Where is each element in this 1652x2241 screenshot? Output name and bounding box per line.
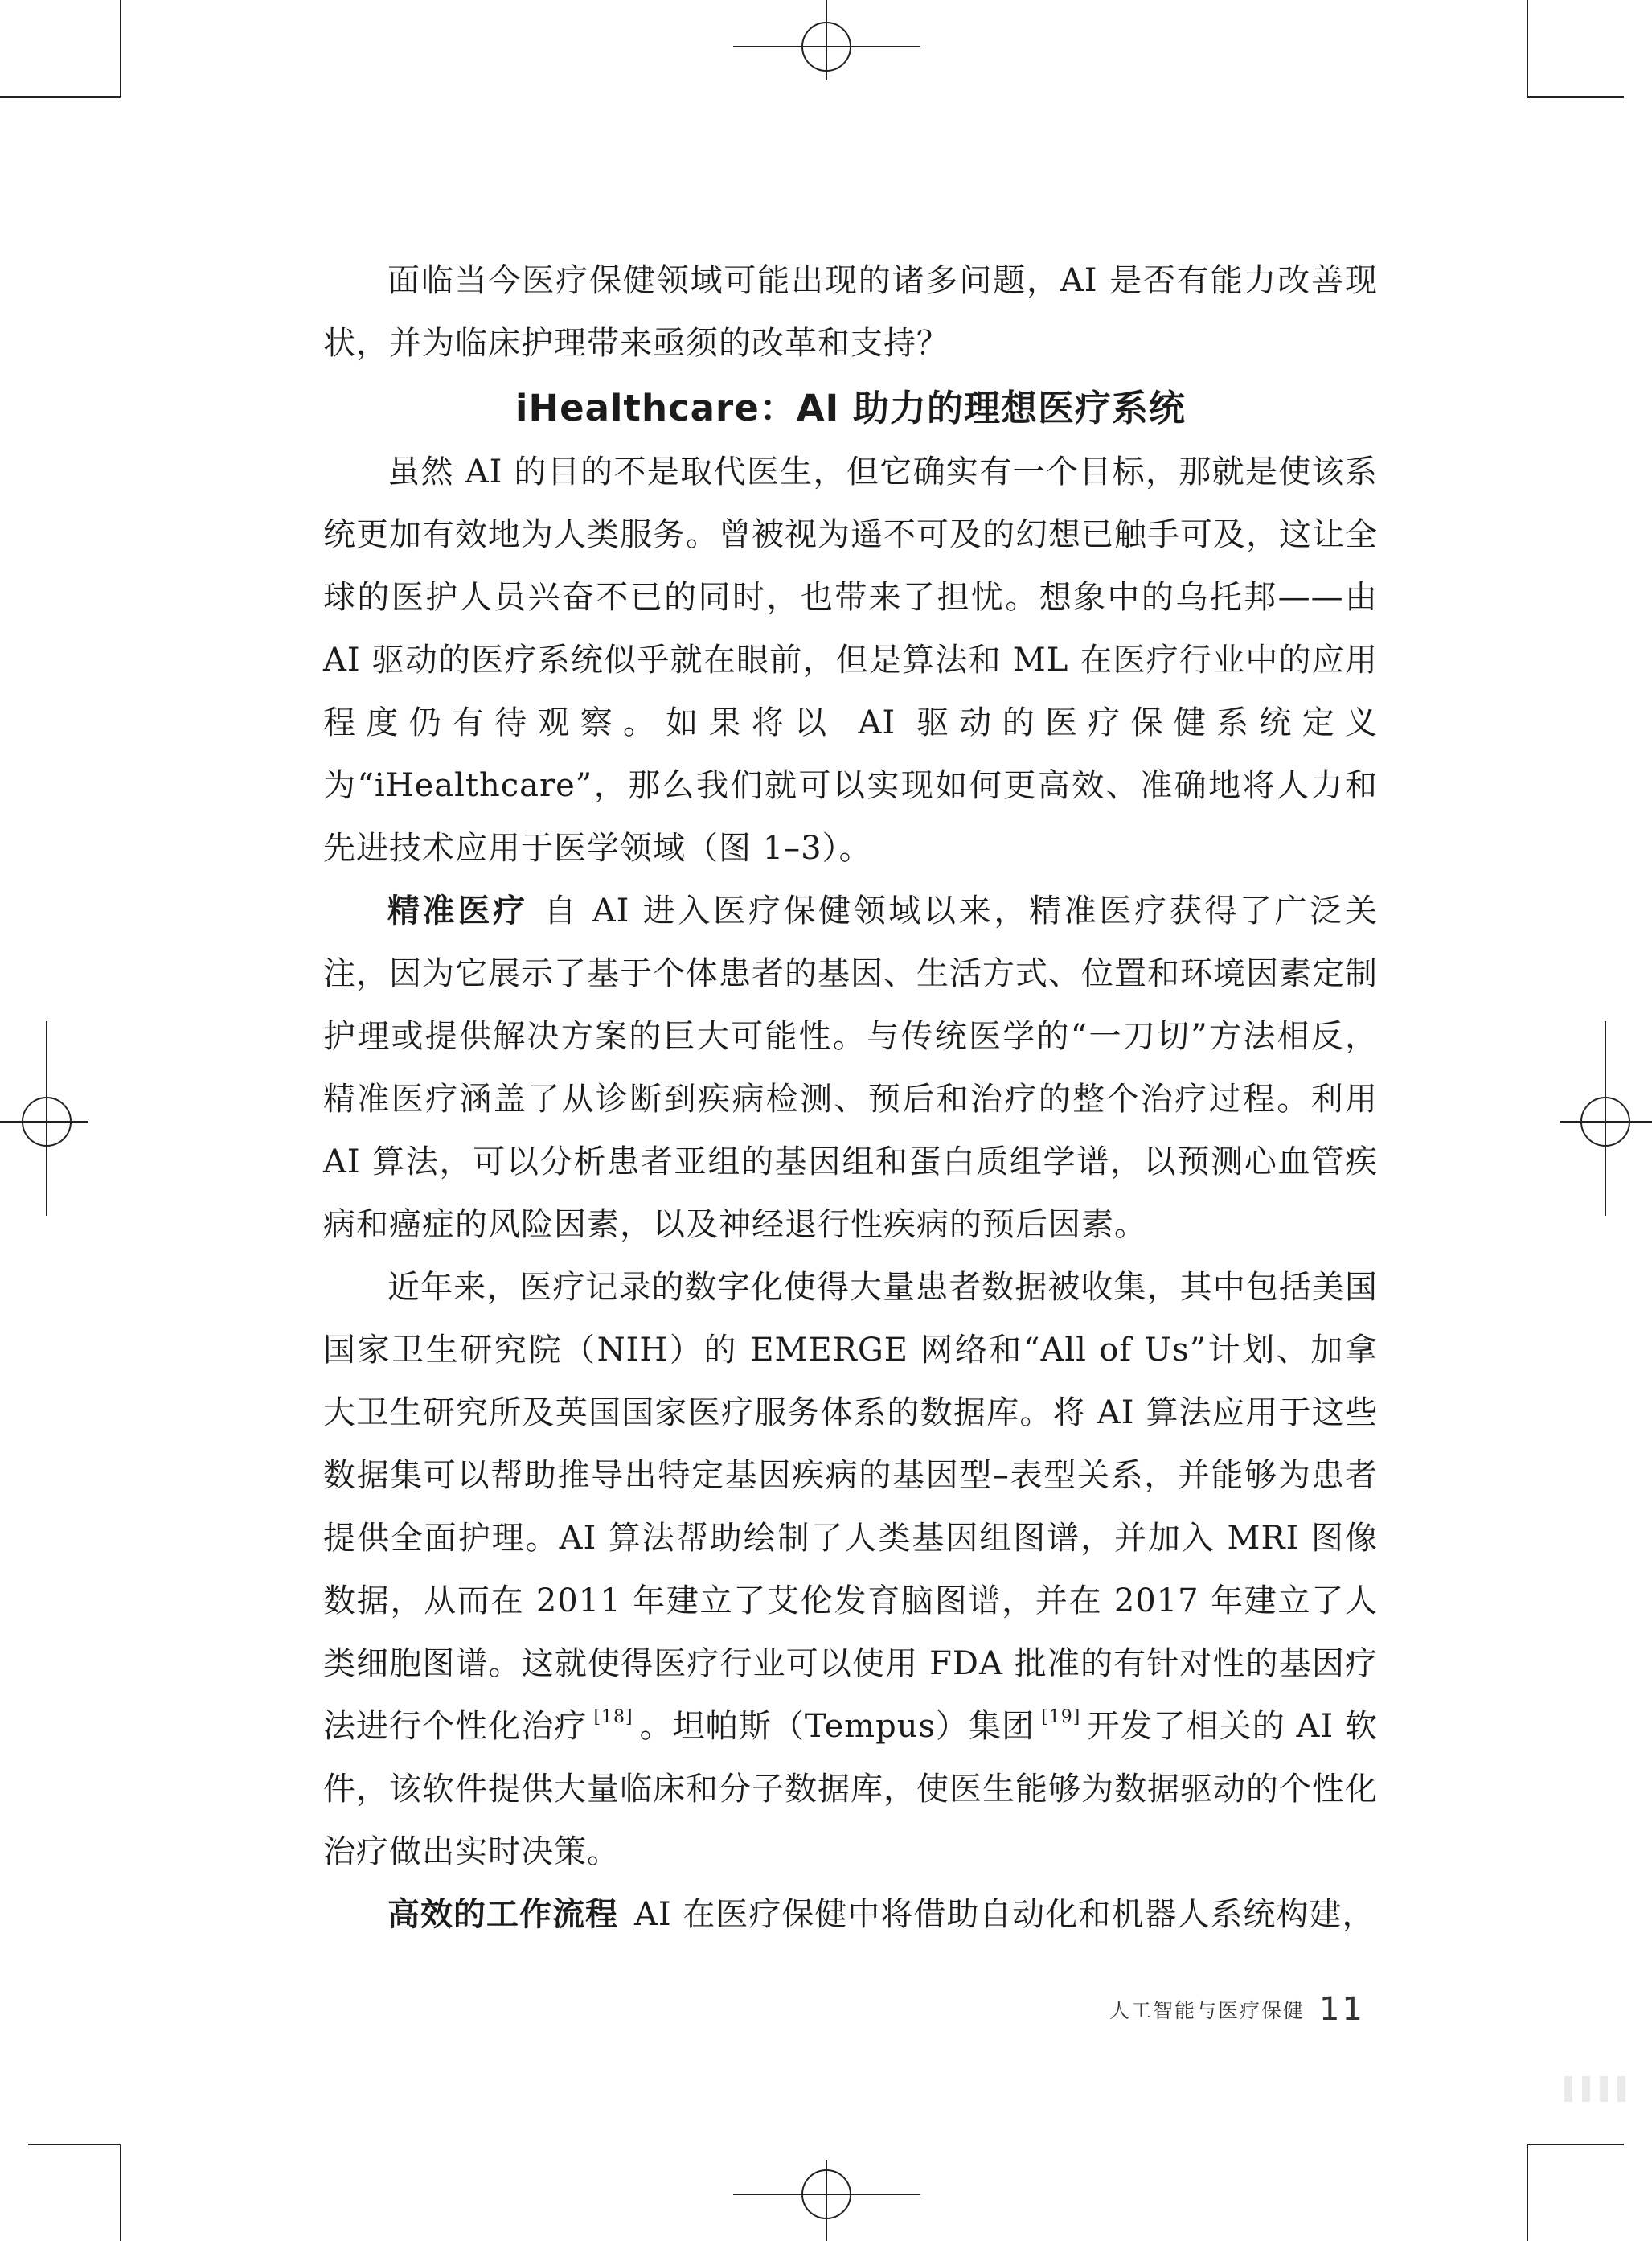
body-text: [323, 249, 1378, 1946]
paragraph-precision-medicine: [323, 880, 1378, 1256]
running-footer-title: 人工智能与医疗保健: [1109, 1999, 1306, 2022]
citation-ref-19: [19]: [1041, 1707, 1081, 1727]
lead-term-precision-medicine: 精准医疗: [387, 893, 528, 930]
paragraph-digitization-text-c: 开发了相关的 AI 软件，该软件提供大量临床和分子数据库，使医生能够为数据驱动的个性化治疗做出实时决策。: [323, 1708, 1378, 1870]
citation-ref-18: [18]: [593, 1707, 633, 1727]
page-number: 11: [1319, 1991, 1365, 2028]
paragraph-precision-medicine-text: 自 AI 进入医疗保健领域以来，精准医疗获得了广泛关注，因为它展示了基于个体患者的基因、生活方式、位置和环境因素定制护理或提供解决方案的巨大可能性。与传统医学的“一刀切”方法相反，精准医疗涵盖了从诊断到疾病检测、预后和治疗的整个治疗过程。利用 AI 算法，可以分析患者亚组的基因组和蛋白质组学谱，以预测心血管疾病和癌症的风险因素，以及神经退行性疾病的预后因素。: [323, 893, 1378, 1243]
lead-term-workflow: 高效的工作流程: [387, 1896, 618, 1933]
paragraph-digitization-text-a: 近年来，医疗记录的数字化使得大量患者数据被收集，其中包括美国国家卫生研究院（NIH）的 EMERGE 网络和“All of Us”计划、加拿大卫生研究所及英国国家医疗服务体系的数据库。将 AI 算法应用于这些数据集可以帮助推导出特定基因疾病的基因型–表型关系，并能够为患者提供全面护理。AI 算法帮助绘制了人类基因组图谱，并加入 MRI 图像数据，从而在 2011 年建立了艾伦发育脑图谱，并在 2017 年建立了人类细胞图谱。这就使得医疗行业可以使用 FDA 批准的有针对性的基因疗法进行个性化治疗: [323, 1269, 1378, 1745]
page-footer: [1109, 1991, 1383, 2028]
section-heading: iHealthcare：AI 助力的理想医疗系统: [515, 387, 1186, 429]
paragraph-digitization: [323, 1256, 1378, 1883]
paragraph-intro: 面临当今医疗保健领域可能出现的诸多问题，AI 是否有能力改善现状，并为临床护理带来亟须的改革和支持？: [323, 262, 1378, 362]
paragraph-workflow-text: AI 在医疗保健中将借助自动化和机器人系统构建，: [634, 1896, 1375, 1933]
paragraph-digitization-text-b: 。坦帕斯（Tempus）集团: [639, 1708, 1035, 1745]
scan-artifact: [1564, 2076, 1627, 2102]
paragraph-workflow: [323, 1883, 1378, 1946]
paragraph-ihealthcare: 虽然 AI 的目的不是取代医生，但它确实有一个目标，那就是使该系统更加有效地为人类服务。曾被视为遥不可及的幻想已触手可及，这让全球的医护人员兴奋不已的同时，也带来了担忧。想象中的乌托邦——由 AI 驱动的医疗系统似乎就在眼前，但是算法和 ML 在医疗行业中的应用程度仍有待观察。如果将以 AI 驱动的医疗保健系统定义为“iHealthcare”，那么我们就可以实现如何更高效、准确地将人力和先进技术应用于医学领域（图 1–3）。: [323, 454, 1378, 867]
